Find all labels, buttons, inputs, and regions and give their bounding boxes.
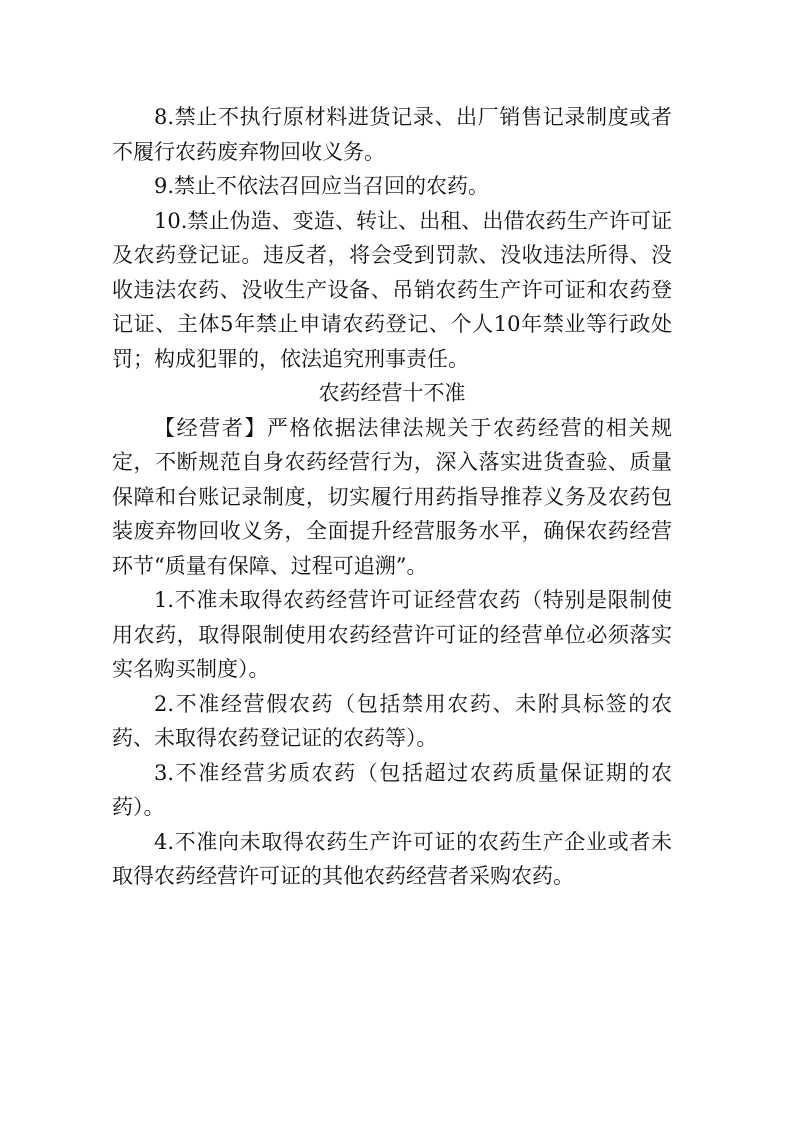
paragraph-item-8: 8.禁止不执行原材料进货记录、出厂销售记录制度或者不履行农药废弃物回收义务。 bbox=[112, 105, 672, 164]
rule-item-2: 2.不准经营假农药（包括禁用农药、未附具标签的农药、未取得农药登记证的农药等）。 bbox=[112, 691, 672, 750]
paragraph-item-10: 10.禁止伪造、变造、转让、出租、出借农药生产许可证及农药登记证。违反者，将会受到罚款、没收违法所得、没收违法农药、没收生产设备、吊销农药生产许可证和农药登记证、主体5年禁止申请农药登记、个人10年禁业等行政处罚；构成犯罪的，依法追究刑事责任。 bbox=[112, 208, 672, 371]
rule-item-1: 1.不准未取得农药经营许可证经营农药（特别是限制使用农药，取得限制使用农药经营许可证的经营单位必须落实实名购买制度）。 bbox=[112, 588, 672, 681]
section-title: 农药经营十不准 bbox=[318, 381, 466, 405]
section-intro-paragraph: 【经营者】严格依据法律法规关于农药经营的相关规定，不断规范自身农药经营行为，深入落实进货查验、质量保障和台账记录制度，切实履行用药指导推荐义务及农药包装废弃物回收义务，全面提升经营服务水平，确保农药经营环节“质量有保障、过程可追溯”。 bbox=[112, 415, 672, 578]
rule-item-3: 3.不准经营劣质农药（包括超过农药质量保证期的农药）。 bbox=[112, 760, 672, 819]
document-body bbox=[112, 100, 672, 894]
paragraph-item-9: 9.禁止不依法召回应当召回的农药。 bbox=[154, 174, 490, 198]
rule-item-4: 4.不准向未取得农药生产许可证的农药生产企业或者未取得农药经营许可证的其他农药经营者采购农药。 bbox=[112, 829, 672, 888]
